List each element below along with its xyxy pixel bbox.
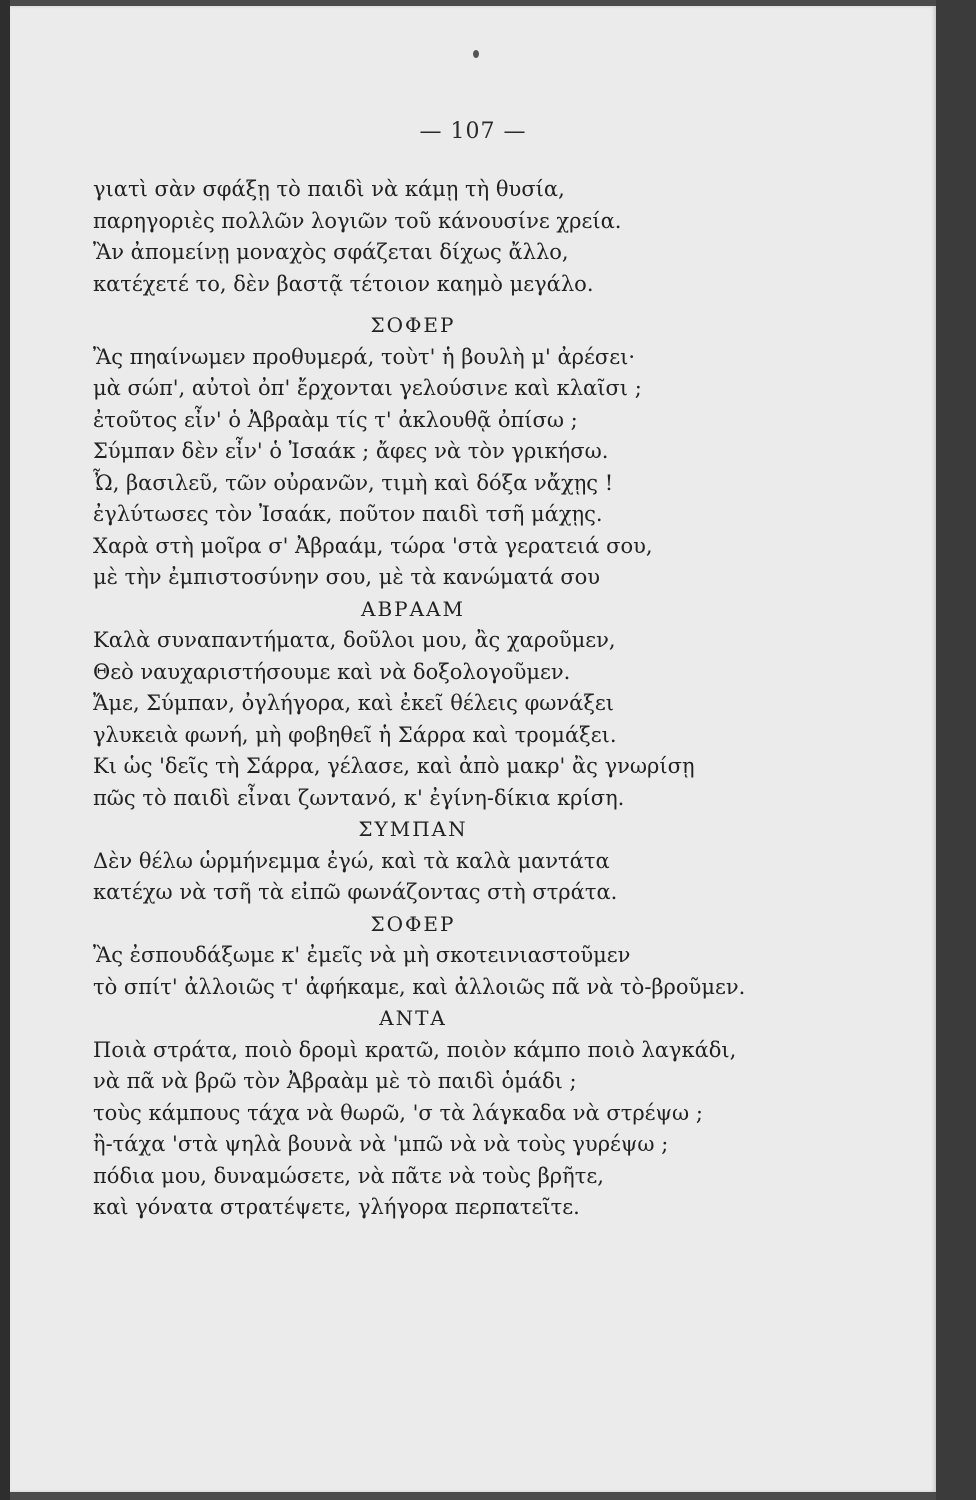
verse-line: πόδια μου, δυναμώσετε, νὰ πᾶτε νὰ τοὺς βρῆτε,	[93, 1163, 604, 1188]
ink-mark	[473, 50, 479, 58]
speaker-heading: ΣΟΦΕΡ	[370, 911, 456, 936]
verse-line: Σύμπαν δὲν εἶν' ὁ Ἰσαάκ ; ἄφες νὰ τὸν γρικήσω.	[93, 439, 609, 463]
verse-line: παρηγοριὲς πολλῶν λογιῶν τοῦ κάνουσίνε χρεία.	[93, 208, 622, 233]
verse-text	[93, 174, 853, 1224]
verse-line: Ἂς πηαίνωμεν προθυμερά, τοὺτ' ἡ βουλὴ μ' ἀρέσει·	[93, 344, 636, 369]
verse-line: Ἂν ἀπομείνῃ μοναχὸς σφάζεται δίχως ἄλλο,	[93, 240, 569, 264]
scan-left-edge	[0, 0, 10, 1500]
verse-line: τοὺς κάμπους τάχα νὰ θωρῶ, 'σ τὰ λάγκαδα νὰ στρέψω ;	[93, 1100, 703, 1125]
book-page	[10, 6, 936, 1492]
verse-block	[93, 909, 853, 1004]
speaker-heading: ΑΒΡΑΑΜ	[361, 596, 465, 621]
verse-block	[93, 594, 853, 815]
verse-line: μὰ σώπ', αὐτοὶ ὀπ' ἔρχονται γελούσινε καὶ κλαῖσι ;	[93, 376, 642, 400]
verse-line: Ἂς ἐσπουδάξωμε κ' ἐμεῖς νὰ μὴ σκοτεινιαστοῦμεν	[93, 943, 631, 967]
verse-line: Δὲν θέλω ὡρμήνεμμα ἐγώ, καὶ τὰ καλὰ μαντάτα	[93, 848, 610, 873]
scan-right-edge	[936, 0, 976, 1500]
verse-line: Ὦ, βασιλεῦ, τῶν οὐρανῶν, τιμὴ καὶ δόξα νἄχῃς !	[93, 470, 614, 495]
verse-line: ἐτοῦτος εἶν' ὁ Ἀβραὰμ τίς τ' ἀκλουθᾷ ὀπίσω ;	[93, 407, 578, 432]
verse-line: τὸ σπίτ' ἀλλοιῶς τ' ἀφήκαμε, καὶ ἀλλοιῶς πᾶ νὰ τὸ-βροῦμεν.	[93, 974, 746, 999]
verse-line: κατέχω νὰ τσῆ τὰ εἰπῶ φωνάζοντας στὴ στράτα.	[93, 880, 618, 904]
verse-line: Ποιὰ στράτα, ποιὸ δρομὶ κρατῶ, ποιὸν κάμπο ποιὸ λαγκάδι,	[93, 1037, 737, 1062]
page-number: — 107 —	[419, 119, 527, 144]
verse-line: καὶ γόνατα στρατέψετε, γλήγορα περπατεῖτε.	[93, 1195, 580, 1219]
verse-line: ἐγλύτωσες τὸν Ἰσαάκ, ποῦτον παιδὶ τσῆ μάχῃς.	[93, 502, 603, 526]
verse-block	[93, 814, 853, 909]
verse-line: κατέχετέ το, δὲν βαστᾷ τέτοιον καημὸ μεγάλο.	[93, 271, 594, 296]
verse-line: Ἄμε, Σύμπαν, ὀγλήγορα, καὶ ἐκεῖ θέλεις φωνάξει	[93, 691, 615, 715]
verse-line: μὲ τὴν ἐμπιστοσύνην σου, μὲ τὰ κανώματά σου	[93, 565, 601, 589]
verse-line: Θεὸ ναυχαριστήσουμε καὶ νὰ δοξολογοῦμεν.	[93, 659, 571, 684]
verse-block	[93, 174, 853, 300]
verse-block	[93, 310, 853, 594]
verse-line: Κι ὡς 'δεῖς τὴ Σάρρα, γέλασε, καὶ ἀπὸ μακρ' ἂς γνωρίσῃ	[93, 754, 695, 778]
verse-line: γιατὶ σὰν σφάξῃ τὸ παιδὶ νὰ κάμῃ τὴ θυσία,	[93, 177, 565, 201]
speaker-heading: ΣΟΦΕΡ	[370, 313, 456, 337]
verse-line: Χαρὰ στὴ μοῖρα σ' Ἀβραάμ, τώρα 'στὰ γερατειά σου,	[93, 533, 653, 558]
speaker-heading: ΑΝΤΑ	[379, 1006, 447, 1030]
verse-line: πῶς τὸ παιδὶ εἶναι ζωντανό, κ' ἐγίνη-δίκια κρίση.	[93, 785, 625, 810]
verse-line: νὰ πᾶ νὰ βρῶ τὸν Ἀβραὰμ μὲ τὸ παιδὶ ὁμάδι ;	[93, 1069, 577, 1093]
verse-line: γλυκειὰ φωνή, μὴ φοβηθεῖ ἡ Σάρρα καὶ τρομάξει.	[93, 722, 617, 747]
verse-line: Καλὰ συναπαντήματα, δοῦλοι μου, ἂς χαροῦμεν,	[93, 628, 616, 652]
verse-block	[93, 1003, 853, 1224]
speaker-heading: ΣΥΜΠΑΝ	[358, 817, 468, 841]
verse-line: ἢ-τάχα 'στὰ ψηλὰ βουνὰ νὰ 'μπῶ νὰ νὰ τοὺς γυρέψω ;	[93, 1132, 669, 1156]
